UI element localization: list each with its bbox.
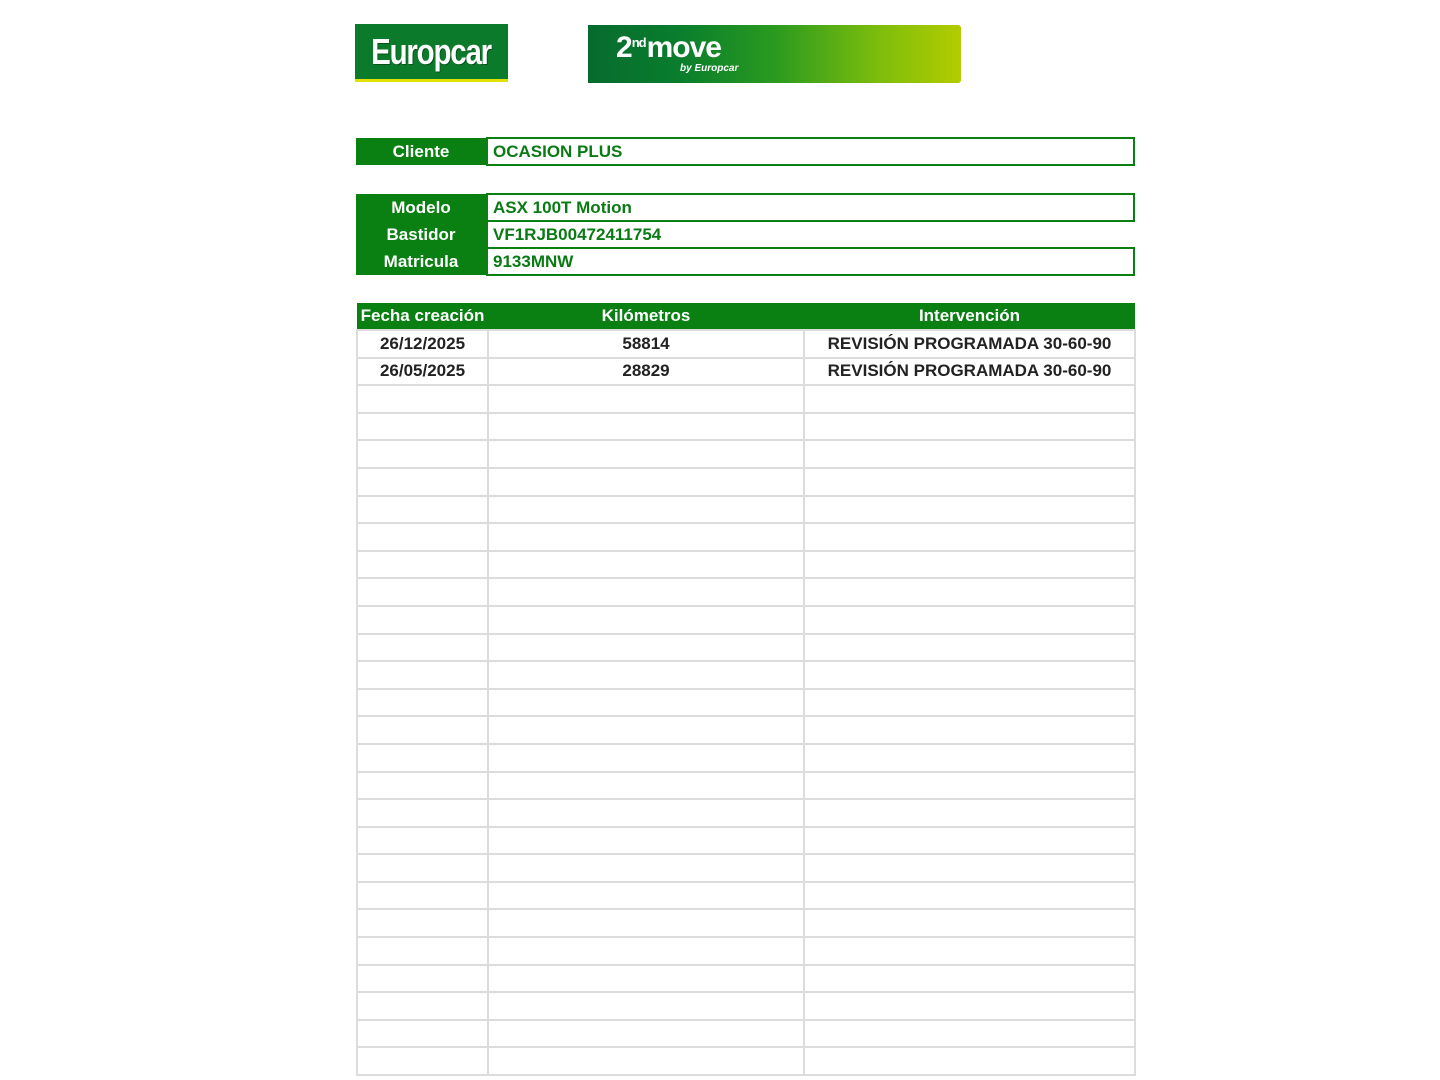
empty-cell — [357, 854, 488, 882]
empty-cell — [804, 882, 1135, 910]
table-row-empty — [357, 440, 1135, 468]
empty-cell — [488, 992, 804, 1020]
empty-cell — [804, 661, 1135, 689]
table-row-empty — [357, 716, 1135, 744]
empty-cell — [357, 882, 488, 910]
empty-cell — [488, 551, 804, 579]
table-row-empty — [357, 827, 1135, 855]
cell-kilometros: 28829 — [488, 358, 804, 386]
table-row-empty — [357, 523, 1135, 551]
header-intervencion: Intervención — [804, 303, 1135, 330]
client-table — [356, 137, 1135, 166]
empty-cell — [357, 827, 488, 855]
empty-cell — [804, 772, 1135, 800]
cell-intervencion: REVISIÓN PROGRAMADA 30-60-90 — [804, 330, 1135, 358]
table-row-empty — [357, 772, 1135, 800]
empty-cell — [357, 992, 488, 1020]
empty-cell — [488, 578, 804, 606]
empty-cell — [357, 523, 488, 551]
table-row-empty — [357, 689, 1135, 717]
empty-cell — [488, 744, 804, 772]
empty-cell — [488, 496, 804, 524]
empty-cell — [488, 413, 804, 441]
client-label: Cliente — [356, 138, 487, 165]
empty-cell — [357, 578, 488, 606]
modelo-value: ASX 100T Motion — [487, 194, 1134, 221]
empty-cell — [488, 661, 804, 689]
history-table — [356, 303, 1136, 1076]
table-row-empty — [357, 413, 1135, 441]
empty-cell — [804, 496, 1135, 524]
header-fecha: Fecha creación — [357, 303, 488, 330]
cell-fecha: 26/12/2025 — [357, 330, 488, 358]
empty-cell — [804, 1047, 1135, 1075]
empty-cell — [488, 716, 804, 744]
empty-cell — [804, 385, 1135, 413]
table-row-empty — [357, 578, 1135, 606]
history-header-row — [357, 303, 1135, 330]
vehicle-table — [356, 193, 1135, 276]
empty-cell — [488, 523, 804, 551]
empty-cell — [804, 523, 1135, 551]
empty-cell — [488, 634, 804, 662]
empty-cell — [488, 965, 804, 993]
header-kilometros: Kilómetros — [488, 303, 804, 330]
table-row — [357, 330, 1135, 358]
empty-cell — [804, 965, 1135, 993]
empty-cell — [804, 440, 1135, 468]
table-row-empty — [357, 634, 1135, 662]
table-row-empty — [357, 744, 1135, 772]
table-row-empty — [357, 1020, 1135, 1048]
empty-cell — [804, 854, 1135, 882]
table-row-empty — [357, 385, 1135, 413]
empty-cell — [804, 606, 1135, 634]
empty-cell — [488, 799, 804, 827]
table-row-empty — [357, 937, 1135, 965]
empty-cell — [357, 744, 488, 772]
table-row-empty — [357, 799, 1135, 827]
empty-cell — [357, 799, 488, 827]
empty-cell — [357, 1047, 488, 1075]
empty-cell — [357, 965, 488, 993]
empty-cell — [357, 772, 488, 800]
europcar-logo — [355, 24, 508, 82]
empty-cell — [488, 909, 804, 937]
table-row — [357, 358, 1135, 386]
table-row-empty — [357, 468, 1135, 496]
empty-cell — [804, 551, 1135, 579]
table-row-empty — [357, 496, 1135, 524]
client-value: OCASION PLUS — [487, 138, 1134, 165]
table-row-empty — [357, 965, 1135, 993]
empty-cell — [357, 937, 488, 965]
empty-cell — [357, 689, 488, 717]
empty-cell — [357, 385, 488, 413]
empty-cell — [488, 882, 804, 910]
empty-cell — [488, 1020, 804, 1048]
empty-cell — [357, 909, 488, 937]
empty-cell — [357, 606, 488, 634]
empty-cell — [804, 689, 1135, 717]
empty-cell — [357, 716, 488, 744]
empty-cell — [488, 689, 804, 717]
empty-cell — [488, 440, 804, 468]
empty-cell — [804, 992, 1135, 1020]
empty-cell — [488, 606, 804, 634]
empty-cell — [357, 1020, 488, 1048]
cell-kilometros: 58814 — [488, 330, 804, 358]
table-row-empty — [357, 551, 1135, 579]
empty-cell — [804, 578, 1135, 606]
empty-cell — [357, 551, 488, 579]
empty-cell — [488, 772, 804, 800]
empty-cell — [804, 937, 1135, 965]
cell-fecha: 26/05/2025 — [357, 358, 488, 386]
empty-cell — [804, 413, 1135, 441]
table-row-empty — [357, 606, 1135, 634]
empty-cell — [488, 937, 804, 965]
table-row-empty — [357, 854, 1135, 882]
table-row-empty — [357, 909, 1135, 937]
empty-cell — [357, 661, 488, 689]
2ndmove-logo-tagline: by Europcar — [680, 63, 739, 74]
empty-cell — [804, 909, 1135, 937]
empty-cell — [488, 385, 804, 413]
empty-cell — [357, 634, 488, 662]
empty-cell — [488, 827, 804, 855]
europcar-logo-text: Europcar — [371, 30, 492, 72]
matricula-label: Matricula — [356, 248, 487, 275]
empty-cell — [357, 440, 488, 468]
2ndmove-logo — [588, 25, 961, 83]
2ndmove-logo-wordmark: 2ndmove — [616, 31, 721, 64]
table-row-empty — [357, 992, 1135, 1020]
cell-intervencion: REVISIÓN PROGRAMADA 30-60-90 — [804, 358, 1135, 386]
empty-cell — [357, 413, 488, 441]
modelo-label: Modelo — [356, 194, 487, 221]
empty-cell — [804, 468, 1135, 496]
empty-cell — [804, 827, 1135, 855]
table-row-empty — [357, 882, 1135, 910]
empty-cell — [804, 716, 1135, 744]
table-row-empty — [357, 661, 1135, 689]
empty-cell — [804, 744, 1135, 772]
empty-cell — [804, 1020, 1135, 1048]
empty-cell — [488, 854, 804, 882]
empty-cell — [804, 634, 1135, 662]
empty-cell — [488, 1047, 804, 1075]
empty-cell — [488, 468, 804, 496]
bastidor-value: VF1RJB00472411754 — [487, 221, 1134, 248]
empty-cell — [357, 468, 488, 496]
matricula-value: 9133MNW — [487, 248, 1134, 275]
bastidor-label: Bastidor — [356, 221, 487, 248]
empty-cell — [357, 496, 488, 524]
table-row-empty — [357, 1047, 1135, 1075]
empty-cell — [804, 799, 1135, 827]
